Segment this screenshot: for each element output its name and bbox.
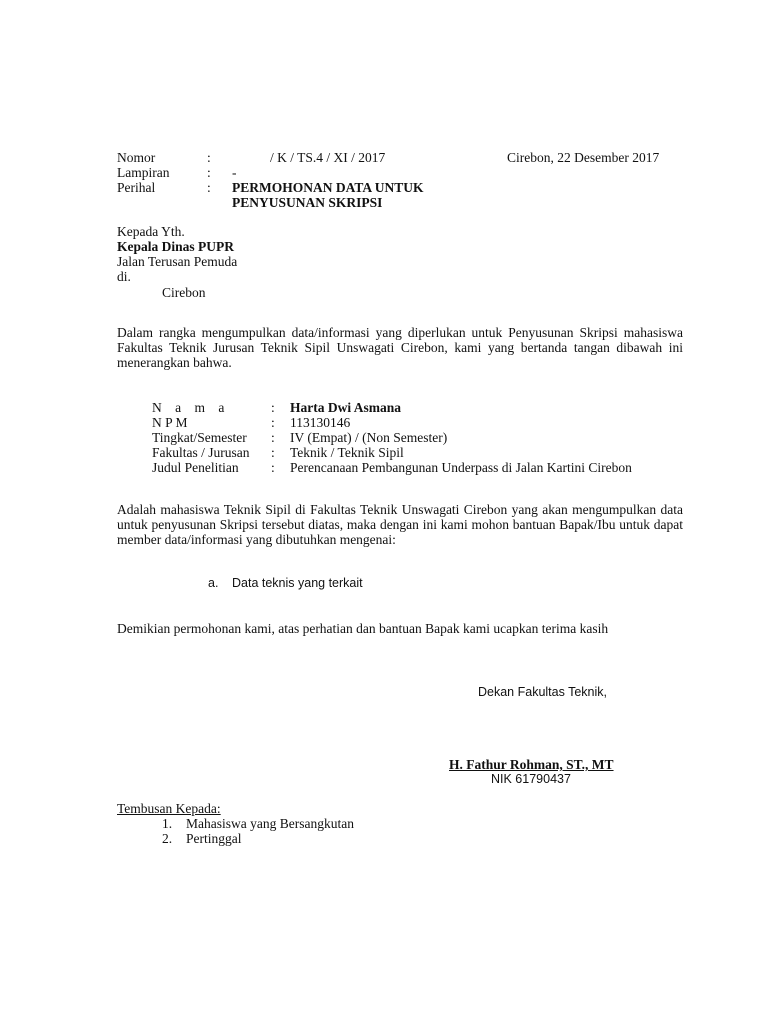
- lampiran-colon: :: [207, 165, 211, 180]
- nomor-colon: :: [207, 150, 211, 165]
- cc-item-2-text: Pertinggal: [186, 831, 242, 846]
- student-colon-semester: :: [271, 430, 275, 445]
- closing-sentence: Demikian permohonan kami, atas perhatian dan bantuan Bapak kami ucapkan terima kasih: [117, 621, 609, 636]
- cc-heading: Tembusan Kepada:: [117, 801, 221, 816]
- perihal-line-2: PENYUSUNAN SKRIPSI: [232, 195, 383, 210]
- student-label-nama: N a m a: [152, 400, 230, 415]
- student-value-jurusan: Teknik / Teknik Sipil: [290, 445, 404, 460]
- signature-nik: NIK 61790437: [491, 772, 571, 786]
- signature-name: H. Fathur Rohman, ST., MT: [449, 757, 614, 772]
- cc-item-2-marker: 2.: [162, 831, 173, 846]
- perihal-line-1: PERMOHONAN DATA UNTUK: [232, 180, 424, 195]
- student-value-nama: Harta Dwi Asmana: [290, 400, 401, 415]
- lampiran-value: -: [232, 165, 237, 180]
- student-label-judul: Judul Penelitian: [152, 460, 239, 475]
- cc-item-1-text: Mahasiswa yang Bersangkutan: [186, 816, 354, 831]
- request-item-text: Data teknis yang terkait: [232, 576, 363, 590]
- student-value-npm: 113130146: [290, 415, 351, 430]
- student-colon-jurusan: :: [271, 445, 275, 460]
- student-value-judul: Perencanaan Pembangunan Underpass di Jalan Kartini Cirebon: [290, 460, 632, 475]
- student-label-jurusan: Fakultas / Jurusan: [152, 445, 250, 460]
- student-colon-npm: :: [271, 415, 275, 430]
- nomor-label: Nomor: [117, 150, 156, 165]
- request-paragraph: Adalah mahasiswa Teknik Sipil di Fakultas Teknik Unswagati Cirebon yang akan mengumpulkan data untuk penyusunan Skripsi tersebut diatas, maka dengan ini kami mohon bantuan Bapak/Ibu untuk dapat member data/informasi yang dibutuhkan mengenai:: [117, 502, 683, 547]
- student-value-semester: IV (Empat) / (Non Semester): [290, 430, 448, 445]
- recipient-city: Cirebon: [162, 285, 206, 300]
- perihal-colon: :: [207, 180, 211, 195]
- cc-item-1-marker: 1.: [162, 816, 173, 831]
- recipient-di: di.: [117, 269, 131, 284]
- student-colon-judul: :: [271, 460, 275, 475]
- nomor-value: / K / TS.4 / XI / 2017: [270, 150, 386, 165]
- recipient-name: Kepala Dinas PUPR: [117, 239, 235, 254]
- lampiran-label: Lampiran: [117, 165, 170, 180]
- place-date: Cirebon, 22 Desember 2017: [507, 150, 660, 165]
- student-label-npm: N P M: [152, 415, 188, 430]
- student-colon-nama: :: [271, 400, 275, 415]
- recipient-greeting: Kepada Yth.: [117, 224, 185, 239]
- student-label-semester: Tingkat/Semester: [152, 430, 247, 445]
- request-item-marker: a.: [208, 576, 219, 590]
- signature-title: Dekan Fakultas Teknik,: [478, 685, 607, 699]
- intro-paragraph: Dalam rangka mengumpulkan data/informasi yang diperlukan untuk Penyusunan Skripsi mahasiswa Fakultas Teknik Jurusan Teknik Sipil Unswagati Cirebon, kami yang bertanda tangan dibawah ini menerangkan bahwa.: [117, 325, 683, 370]
- recipient-address: Jalan Terusan Pemuda: [117, 254, 238, 269]
- perihal-label: Perihal: [117, 180, 156, 195]
